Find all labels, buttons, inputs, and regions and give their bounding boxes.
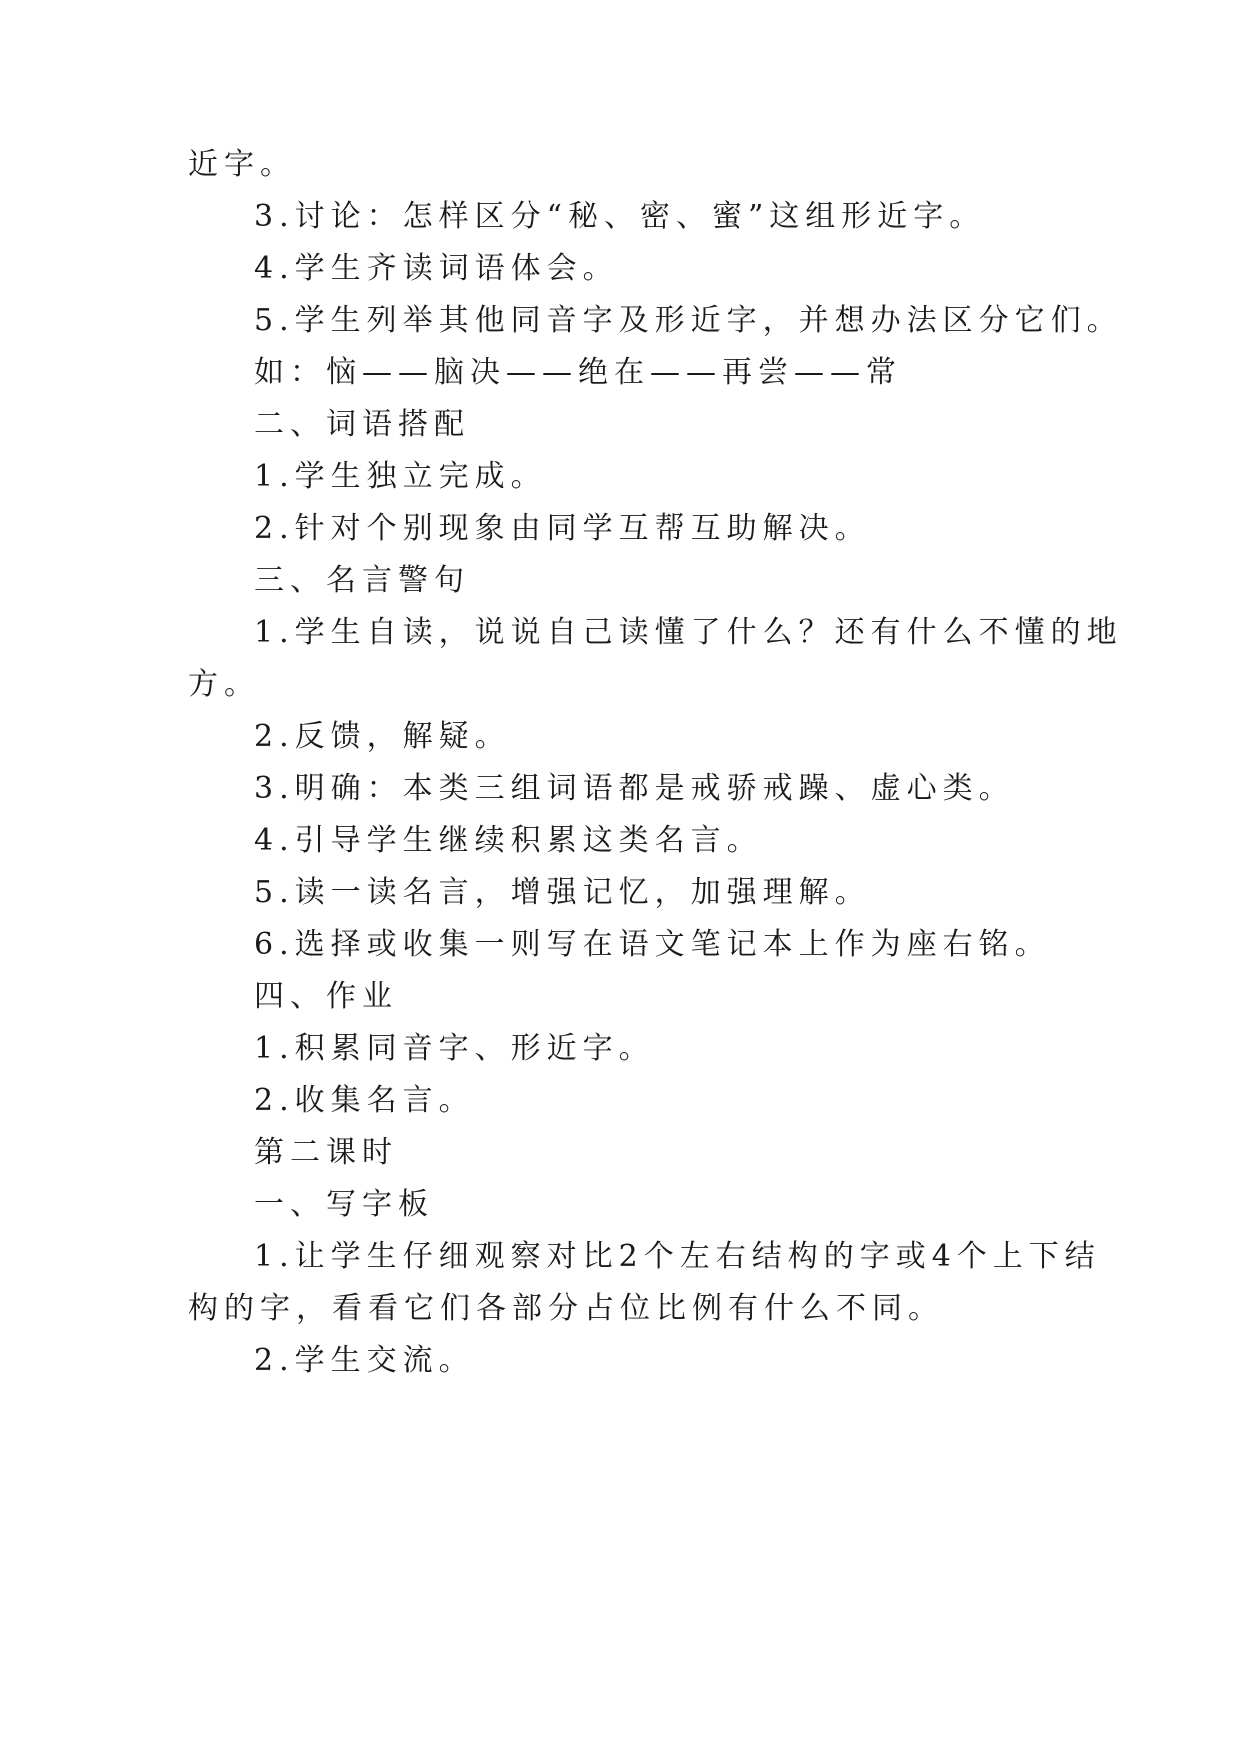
section-heading: 三、名言警句 <box>254 563 470 598</box>
text-line: 构的字，看看它们各部分占位比例有什么不同。 <box>188 1291 944 1326</box>
text-line: 6.选择或收集一则写在语文笔记本上作为座右铭。 <box>254 927 1051 962</box>
text-line: 如：恼——脑决——绝在——再尝——常 <box>254 355 902 390</box>
text-line: 1.让学生仔细观察对比2个左右结构的字或4个上下结 <box>254 1239 1101 1274</box>
text-line: 2.反馈，解疑。 <box>254 719 511 754</box>
text-line: 1.积累同音字、形近字。 <box>254 1031 655 1066</box>
text-line: 4.引导学生继续积累这类名言。 <box>254 823 763 858</box>
text-line: 方。 <box>188 667 260 702</box>
text-line: 4.学生齐读词语体会。 <box>254 251 619 286</box>
text-line: 3.讨论：怎样区分“秘、密、蜜”这组形近字。 <box>254 199 986 234</box>
text-line: 5.读一读名言，增强记忆，加强理解。 <box>254 875 871 910</box>
text-line: 1.学生独立完成。 <box>254 459 547 494</box>
section-heading: 一、写字板 <box>254 1187 434 1222</box>
text-line: 近字。 <box>188 147 296 182</box>
text-line: 5.学生列举其他同音字及形近字，并想办法区分它们。 <box>254 303 1123 338</box>
section-heading: 四、作业 <box>254 979 398 1014</box>
text-line: 2.针对个别现象由同学互帮互助解决。 <box>254 511 871 546</box>
text-line: 2.学生交流。 <box>254 1343 475 1378</box>
lesson-heading: 第二课时 <box>254 1135 398 1170</box>
text-line: 1.学生自读，说说自己读懂了什么？还有什么不懂的地 <box>254 615 1123 650</box>
text-line: 3.明确：本类三组词语都是戒骄戒躁、虚心类。 <box>254 771 1015 806</box>
text-line: 2.收集名言。 <box>254 1083 475 1118</box>
section-heading: 二、词语搭配 <box>254 407 470 442</box>
